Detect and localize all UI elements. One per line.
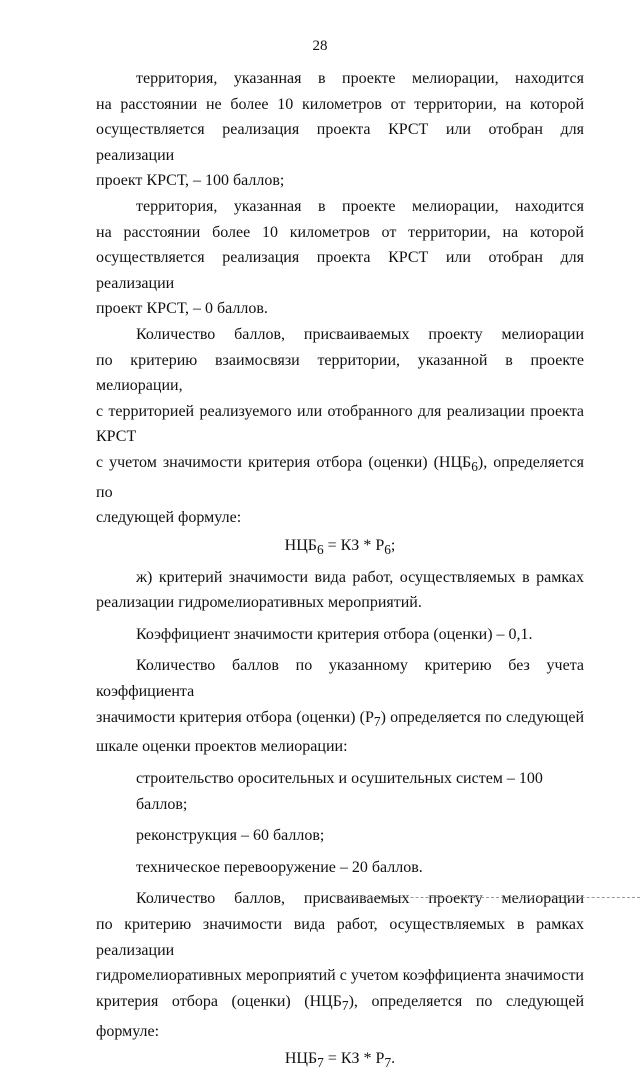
subscript: 7: [317, 1055, 324, 1071]
formula-part: .: [391, 1050, 396, 1068]
text-line: осуществляется реализация проекта КРСТ или отобран для реализации: [96, 249, 584, 292]
scale-item-reconstruction: реконструкция – 60 баллов;: [136, 827, 325, 845]
subscript: 6: [471, 459, 478, 475]
formula-part: НЦБ: [284, 536, 317, 554]
subscript: 6: [384, 542, 391, 558]
text-span: ), определяется по следующей формуле:: [96, 992, 584, 1040]
text-span: с учетом значимости критерия отбора (оценки) (НЦБ: [96, 453, 472, 471]
scale-item-construction: строительство оросительных и осушительных систем – 100 баллов;: [136, 770, 543, 813]
formula-ncb7: [96, 1046, 584, 1076]
text-line: гидромелиоративных мероприятий с учетом коэффициента значимости: [96, 967, 584, 985]
subscript: 6: [316, 542, 324, 558]
paragraph-territory-far: [96, 194, 584, 322]
text-line: по критерию взаимосвязи территории, указанной в проекте мелиорации,: [96, 351, 584, 395]
text-line: Количество баллов по указанному критерию без учета коэффициента: [96, 657, 584, 701]
text-line: на расстоянии более 10 километров от территории, на которой: [96, 223, 584, 241]
text-line: по критерию значимости вида работ, осуществляемых в рамках реализации: [96, 915, 584, 959]
text-line: [96, 450, 584, 505]
formula-part: НЦБ: [284, 1050, 318, 1068]
paragraph-criterion-zh: [96, 565, 584, 616]
text-line: осуществляется реализация проекта КРСТ или отобран для реализации: [96, 121, 584, 164]
paragraph-score-scale: [96, 653, 584, 760]
formula-part: = КЗ * Р: [323, 1050, 385, 1068]
text-line: реализации гидромелиоративных мероприятий.: [96, 594, 422, 612]
text-span: критерия отбора (оценки) (НЦБ: [96, 992, 342, 1010]
text-span: значимости критерия отбора (оценки) (Р: [96, 708, 374, 726]
paragraph-score-works: [96, 886, 584, 1044]
text-line: [96, 989, 584, 1044]
text-line: проект КРСТ, – 0 баллов.: [96, 300, 268, 318]
text-line: с территорией реализуемого или отобранного для реализации проекта КРСТ: [96, 402, 584, 446]
paragraph-territory-near: [96, 66, 584, 194]
text-line: ж) критерий значимости вида работ, осуществляемых в рамках: [136, 568, 584, 586]
subscript: 7: [373, 713, 381, 729]
subscript: 7: [384, 1055, 392, 1071]
formula-ncb6: [96, 533, 584, 563]
paragraph-coefficient: Коэффициент значимости критерия отбора (оценки) – 0,1.: [136, 625, 533, 643]
formula-part: ;: [390, 536, 396, 554]
scale-item-reequipment: техническое перевооружение – 20 баллов.: [136, 858, 423, 876]
paragraph-score-territory: [96, 322, 584, 531]
subscript: 7: [341, 997, 349, 1013]
scan-edge-line: [340, 897, 640, 899]
text-span: ), определяется по: [96, 453, 584, 501]
text-line: на расстоянии не более 10 километров от территории, на которой: [96, 95, 584, 113]
page-number: 28: [312, 38, 328, 54]
text-line: территория, указанная в проекте мелиорации, находится: [136, 70, 584, 87]
text-line: следующей формуле:: [96, 509, 242, 527]
text-line: Количество баллов, присваиваемых проекту мелиорации: [136, 890, 584, 908]
text-line: шкале оценки проектов мелиорации:: [96, 738, 348, 756]
text-line: Количество баллов, присваиваемых проекту мелиорации: [136, 325, 584, 343]
document-body: [96, 66, 584, 1078]
text-line: [96, 705, 584, 735]
formula-part: = КЗ * Р: [323, 536, 385, 554]
text-line: проект КРСТ, – 100 баллов;: [96, 172, 285, 190]
text-line: территория, указанная в проекте мелиорации, находится: [136, 197, 584, 215]
text-span: ) определяется по следующей: [380, 708, 584, 726]
